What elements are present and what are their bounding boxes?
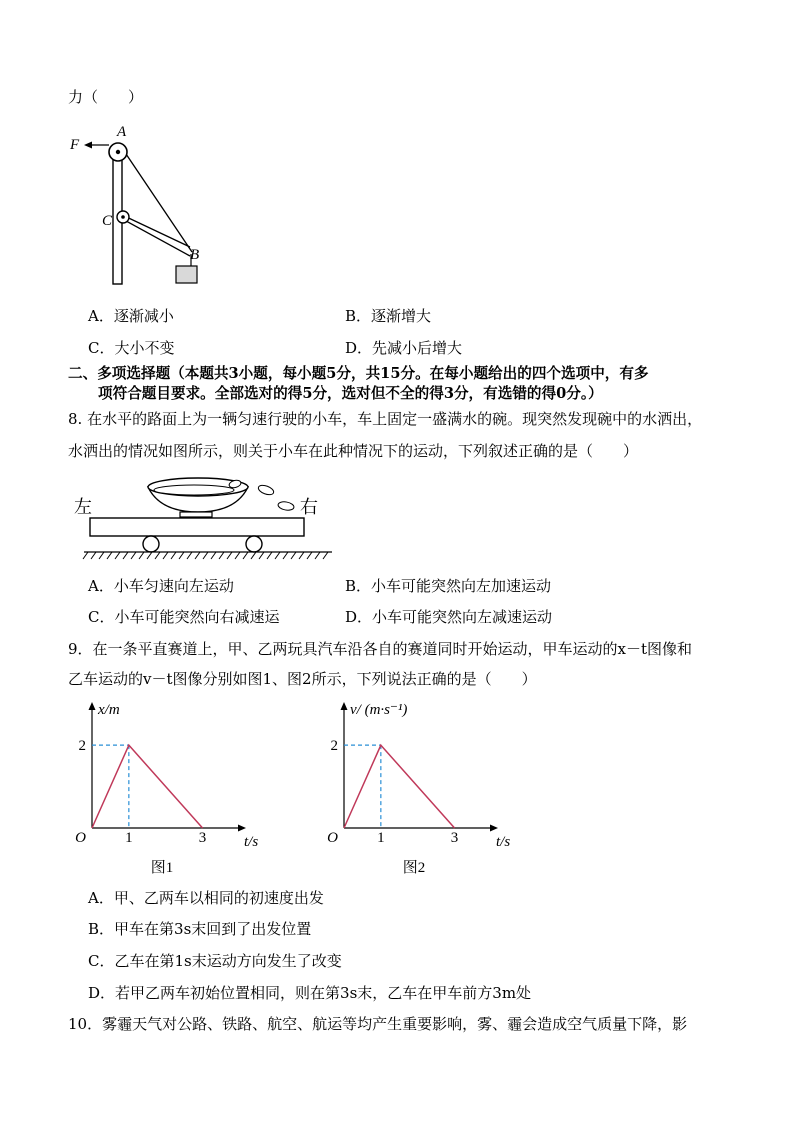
y-axis-arrow	[341, 702, 348, 710]
y-tick-label: 2	[78, 738, 86, 755]
label-f: F	[70, 137, 80, 153]
q7-stem-tail: 力（ ）	[68, 88, 144, 106]
q10-line1: 10．雾霾天气对公路、铁路、航空、航运等均产生重要影响，雾、霾会造成空气质量下降，影	[68, 1015, 688, 1033]
x-tick-label: 1	[125, 830, 133, 846]
q9-option-d: D．若甲乙两车初始位置相同，则在第3s末，乙车在甲车前方3m处	[88, 984, 532, 1002]
label-c: C	[102, 213, 113, 229]
q9-chart-1	[70, 700, 270, 880]
label-b: B	[190, 247, 200, 263]
q8-cart-figure	[70, 470, 340, 562]
q9-line1: 9．在一条平直赛道上，甲、乙两玩具汽车沿各自的赛道同时开始运动，甲车运动的x－t图像和	[68, 640, 693, 658]
x-axis-label: t/s	[244, 834, 259, 850]
series-line	[92, 745, 203, 828]
q9-option-c: C．乙车在第1s末运动方向发生了改变	[88, 952, 342, 970]
x-axis-label: t/s	[496, 834, 511, 850]
q9-line2: 乙车运动的v－t图像分别如图1、图2所示，下列说法正确的是（ ）	[68, 670, 537, 688]
q9-option-b: B．甲车在第3s末回到了出发位置	[88, 920, 312, 938]
x-tick-label: 1	[377, 830, 385, 846]
section2-title-line2: 项符合题目要求。全部选对的得5分，选对但不全的得3分，有选错的得0分。）	[98, 385, 603, 402]
origin-label: O	[75, 830, 86, 846]
x-tick-label: 3	[450, 830, 459, 846]
chart-caption: 图2	[402, 860, 426, 876]
q8-line1: 8. 在水平的路面上为一辆匀速行驶的小车，车上固定一盛满水的碗。现突然发现碗中的水洒出，	[68, 410, 703, 428]
section2-title-line1: 二、多项选择题（本题共3小题，每小题5分，共15分。在每小题给出的四个选项中，有多	[68, 365, 649, 382]
y-axis-label: x/m	[98, 702, 120, 718]
label-a: A	[117, 124, 127, 140]
x-axis-arrow	[490, 825, 498, 832]
left-label: 左	[74, 497, 92, 517]
right-label: 右	[300, 497, 318, 517]
q7-option-b: B．逐渐增大	[345, 307, 432, 325]
q7-pulley-figure	[60, 118, 220, 290]
q7-option-c: C．大小不变	[88, 339, 175, 357]
q7-option-a: A．逐渐减小	[88, 307, 174, 325]
origin-label: O	[327, 830, 338, 846]
x-axis-arrow	[238, 825, 246, 832]
chart-caption: 图1	[150, 860, 174, 876]
q8-option-b: B．小车可能突然向左加速运动	[345, 577, 552, 595]
q8-option-a: A．小车匀速向左运动	[88, 577, 234, 595]
y-axis-arrow	[89, 702, 96, 710]
y-tick-label: 2	[330, 738, 338, 755]
q9-option-a: A．甲、乙两车以相同的初速度出发	[88, 889, 324, 907]
q8-option-d: D．小车可能突然向左减速运动	[345, 608, 553, 626]
y-axis-label: v/ (m·s⁻¹)	[350, 702, 408, 718]
q8-line2: 水洒出的情况如图所示，则关于小车在此种情况下的运动，下列叙述正确的是（ ）	[68, 442, 639, 460]
q7-option-d: D．先减小后增大	[345, 339, 463, 357]
q9-chart-2	[322, 700, 532, 880]
q8-option-c: C．小车可能突然向右减速运	[88, 608, 280, 626]
series-line	[344, 745, 455, 828]
x-tick-label: 3	[198, 830, 207, 846]
